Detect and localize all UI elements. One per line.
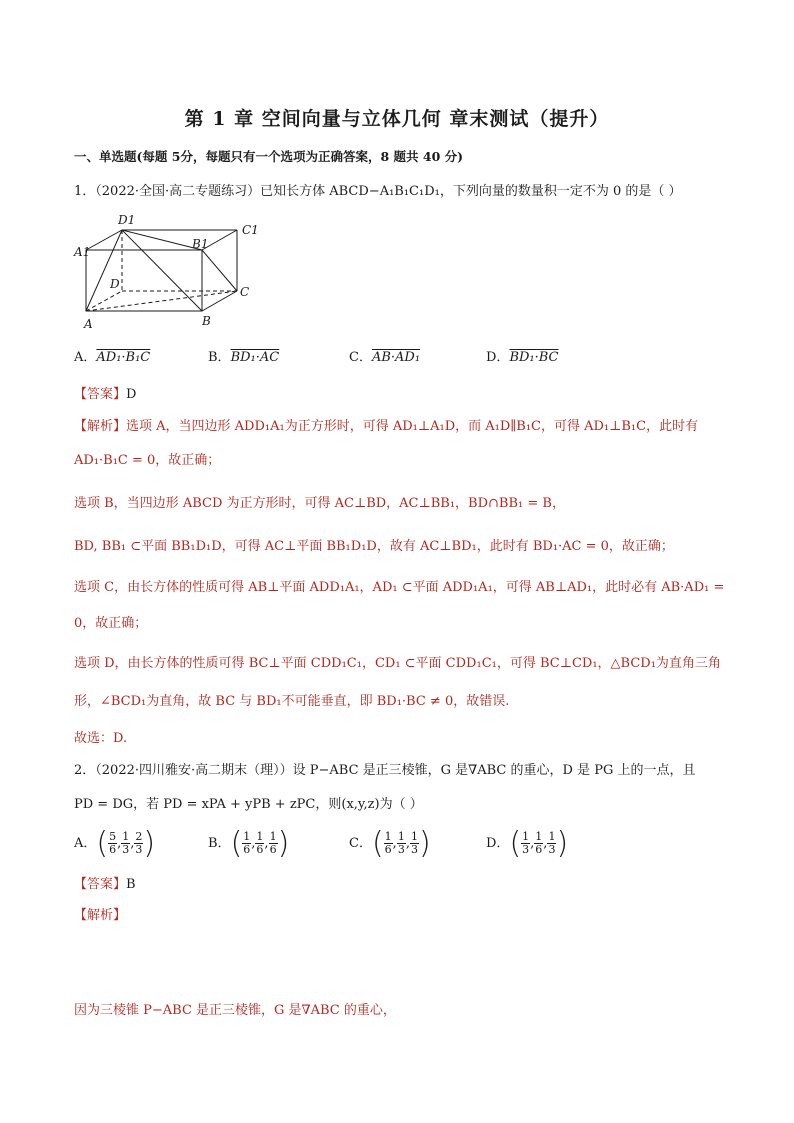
cuboid-figure bbox=[72, 208, 272, 333]
q1-option-c: C．AB·AD₁ bbox=[349, 350, 421, 365]
section-heading: 一、单选题(每题 5分，每题只有一个选项为正确答案，8 题共 40 分) bbox=[74, 149, 464, 164]
q2-answer: 【答案】B bbox=[74, 877, 136, 892]
q1-answer: 【答案】D bbox=[74, 387, 137, 402]
q1-analysis-line-3: 选项 B，当四边形 ABCD 为正方形时，可得 AC⊥BD，AC⊥BB₁，BD∩BB₁ = B， bbox=[74, 496, 565, 511]
label-d1: D1 bbox=[118, 213, 136, 227]
q1-analysis-line-2: AD₁·B₁C = 0，故正确； bbox=[74, 453, 221, 468]
label-c: C bbox=[240, 285, 250, 299]
label-c1: C1 bbox=[242, 223, 259, 237]
q2-option-a: A．( $\frac{5}{6}$ , $\frac{1}{3}$ , $\frac{2}{3}$ ) bbox=[74, 826, 156, 861]
q2-option-b: B．( $\frac{1}{6}$ , $\frac{1}{6}$ , $\frac{1}{6}$ ) bbox=[208, 826, 290, 861]
q1-analysis-line-7: 选项 D，由长方体的性质可得 BC⊥平面 CDD₁C₁，CD₁ ⊂平面 CDD₁C₁，可得 BC⊥CD₁，△BCD₁为直角三角 bbox=[74, 656, 721, 671]
q1-stem: 1．（2022·全国·高二专题练习）已知长方体 ABCD−A₁B₁C₁D₁，下列向量的数量积一定不为 0 的是（ ） bbox=[74, 184, 682, 199]
label-b1: B1 bbox=[192, 237, 209, 251]
label-b: B bbox=[202, 314, 211, 328]
q2-analysis-line-1: 因为三棱锥 P−ABC 是正三棱锥，G 是∇ABC 的重心， bbox=[74, 1003, 396, 1018]
label-d: D bbox=[110, 277, 120, 291]
label-a: A bbox=[84, 317, 93, 331]
q1-analysis-line-1: 【解析】选项 A，当四边形 ADD₁A₁为正方形时，可得 AD₁⊥A₁D，而 A₁D∥B₁C，可得 AD₁⊥B₁C，此时有 bbox=[74, 419, 699, 434]
q1-option-a: A．AD₁·B₁C bbox=[74, 350, 151, 365]
q1-analysis-line-5: 选项 C，由长方体的性质可得 AB⊥平面 ADD₁A₁，AD₁ ⊂平面 ADD₁A₁，可得 AB⊥AD₁，此时必有 AB·AD₁ = bbox=[74, 580, 725, 595]
q1-analysis-line-6: 0，故正确； bbox=[74, 616, 148, 631]
q1-option-b: B．BD₁·AC bbox=[208, 350, 280, 365]
q2-stem-line-1: 2．（2022·四川雅安·高二期末（理））设 P−ABC 是正三棱锥，G 是∇ABC 的重心，D 是 PG 上的一点，且 bbox=[74, 763, 696, 778]
q2-option-d: D．( $\frac{1}{3}$ , $\frac{1}{6}$ , $\frac{1}{3}$ ) bbox=[486, 826, 569, 861]
label-a1: A1 bbox=[74, 245, 91, 259]
q1-option-d: D．BD₁·BC bbox=[486, 350, 559, 365]
q1-analysis-line-4: BD, BB₁ ⊂平面 BB₁D₁D，可得 AC⊥平面 BB₁D₁D，故有 AC⊥BD₁，此时有 BD₁·AC = 0，故正确； bbox=[74, 539, 674, 554]
q1-conclusion: 故选：D. bbox=[74, 731, 128, 746]
q2-analysis-tag: 【解析】 bbox=[74, 908, 127, 923]
q1-analysis-line-8: 形，∠BCD₁为直角，故 BC 与 BD₁不可能垂直，即 BD₁·BC ≠ 0，故错误. bbox=[74, 694, 510, 709]
page-title: 第 1 章 空间向量与立体几何 章末测试（提升） bbox=[184, 108, 610, 130]
q2-stem-line-2: PD = DG，若 PD = xPA + yPB + zPC，则(x,y,z)为（ ） bbox=[74, 797, 423, 812]
q2-option-c: C．( $\frac{1}{6}$ , $\frac{1}{3}$ , $\frac{1}{3}$ ) bbox=[349, 826, 431, 861]
